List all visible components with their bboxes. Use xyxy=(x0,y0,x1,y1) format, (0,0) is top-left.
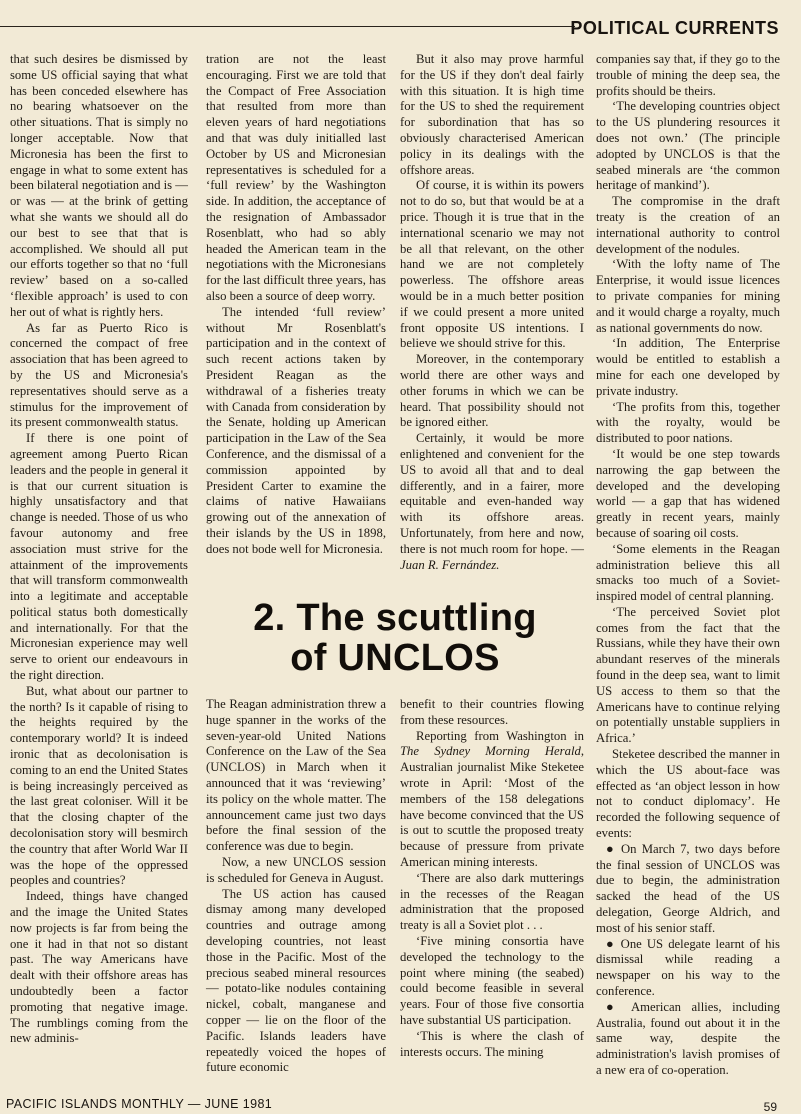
paragraph: Steketee described the manner in which the US about-face was effected as ‘an object lesson in how not to conduct diplomacy’. He recorded the following sequence of events: xyxy=(596,747,780,841)
headline-line-1: 2. The scuttling xyxy=(253,597,537,639)
paragraph: As far as Puerto Rico is concerned the compact of free association that has been agreed to by the US and Micronesia's representatives should serve as a stimulus for the improvement of its present commonwealth status. xyxy=(10,320,188,430)
paragraph: Moreover, in the contemporary world there are other ways and other forums in which we can be heard. That possibility should not be ignored either. xyxy=(400,352,584,430)
page-number: 59 xyxy=(763,1100,777,1114)
paragraph-text: Reporting from Washington in xyxy=(416,728,584,743)
paragraph: benefit to their countries flowing from these resources. xyxy=(400,697,584,727)
bullet-item: ● American allies, including Australia, found out about it in the same way, despite the administration's lavish promises of a new era of co-operation. xyxy=(596,999,780,1077)
article-headline xyxy=(215,598,575,678)
paragraph-text: , Australian journalist Mike Steketee wrote in April: ‘Most of the members of the 158 delegations have become convinced that the US is out to scuttle the proposed treaty because of pressure from private American mining interests. xyxy=(400,744,584,869)
column-3 xyxy=(400,52,584,573)
footer-publication: PACIFIC ISLANDS MONTHLY — JUNE 1981 xyxy=(6,1097,273,1111)
paragraph: ‘The profits from this, together with the royalty, would be distributed to poor nations. xyxy=(596,399,780,446)
paragraph: ‘In addition, The Enterprise would be entitled to establish a mine for each one developed by private industry. xyxy=(596,336,780,398)
column-4 xyxy=(596,52,780,1079)
bullet-item: ● One US delegate learnt of his dismissal while reading a newspaper on his way to the conference. xyxy=(596,936,780,999)
paragraph: ‘Five mining consortia have developed the technology to the point where mining (the seabed) could become feasible in several years. Four of those five consortia have substantial US participation. xyxy=(400,933,584,1027)
paragraph: tration are not the least encouraging. First we are told that the Compact of Free Association that resulted from more than eleven years of hard negotiations and that was duly initialled last October by US and Micronesian representatives is scheduled for a ‘full review’ by the Washington side. In addition, the acceptance of the resignation of Ambassador Rosenblatt, who had so ably headed the American team in the negotiations with the Micronesians for the last difficult three years, has also been a source of deep worry. xyxy=(206,52,386,303)
paragraph: ‘It would be one step towards narrowing the gap between the developed and the developing world — a gap that has widened greatly in recent years, mainly because of soaring oil costs. xyxy=(596,446,780,540)
paragraph: ‘With the lofty name of The Enterprise, it would issue licences to private companies for mining and it would charge a royalty, much as national governments do now. xyxy=(596,257,780,335)
paragraph: Indeed, things have changed and the image the United States now projects is far from being the one it had in that not so distant past. The way Americans have dealt with their offshore areas has undoubtedly been a factor promoting that negative image. The rumblings coming from the new adminis- xyxy=(10,889,188,1046)
paragraph: companies say that, if they go to the trouble of mining the deep sea, the profits should be theirs. xyxy=(596,52,780,98)
bullet-item: ● On March 7, two days before the final session of UNCLOS was due to begin, the administration sacked the head of the US delegation, George Aldrich, and most of his senior staff. xyxy=(596,841,780,935)
header-rule xyxy=(0,26,575,27)
paragraph: ‘This is where the clash of interests occurs. The mining xyxy=(400,1028,584,1059)
paragraph: ‘Some elements in the Reagan administration believe this all smacks too much of a Soviet-inspired model of central planning. xyxy=(596,541,780,604)
paragraph xyxy=(400,431,584,573)
headline-line-2: of UNCLOS xyxy=(290,637,500,679)
byline: Juan R. Fernández. xyxy=(400,557,500,572)
paragraph-text: Certainly, it would be more enlightened and convenient for the US to avoid all that and to deal differently, and in a fairer, more equitable and even-handed way with its offshore areas. Unfortunately, from here and now, there is not much room for hope. — xyxy=(400,431,584,556)
column-3-lower xyxy=(400,697,584,1060)
paragraph: ‘There are also dark mutterings in the recesses of the Reagan administration that the proposed treaty is all a Soviet plot . . . xyxy=(400,870,584,933)
paragraph: The US action has caused dismay among many developed countries and outrage among developing countries, not least those in the Pacific. Most of the precious seabed mineral resources — potato-like nodules containing nickel, cobalt, manganese and copper — lie on the floor of the Pacific. Islands leaders have repeatedly voiced the hopes of future economic xyxy=(206,886,386,1075)
paragraph: But, what about our partner to the north? Is it capable of rising to the heights required by the contemporary world? It is indeed ironic that as decolonisation is coming to an end the United States is being increasingly perceived as the last great coloniser. Will it be that the closing chapter of the decolonisation story will besmirch the country that after World War II was the hope of the oppressed peoples and countries? xyxy=(10,683,188,888)
paragraph: ‘The developing countries object to the US plundering resources it does not own.’ (The principle adopted by UNCLOS is that the seabed minerals are ‘the common heritage of mankind’). xyxy=(596,99,780,193)
paragraph: Of course, it is within its powers not to do so, but that would be at a price. Though it is true that in the international scenario we may not be all that relevant, on the other hand we are not completely powerless. The offshore areas would be in a much better position if we could present a more united front opposite US intentions. I believe we should strive for this. xyxy=(400,178,584,351)
column-2-lower xyxy=(206,697,386,1076)
newspaper-title: The Sydney Morning Herald xyxy=(400,744,581,759)
paragraph: But it also may prove harmful for the US if they don't deal fairly with this situation. It is high time for the US to shed the requirement for subordination that has so obviously characterised American policy in its dealings with the offshore areas. xyxy=(400,52,584,177)
paragraph xyxy=(400,729,584,871)
paragraph: ‘The perceived Soviet plot comes from the fact that the Russians, while they have their own abundant reserves of the minerals found in the deep sea, want to limit US access to them so that the Americans have to continue relying on potentially unstable suppliers in Africa.’ xyxy=(596,604,780,746)
paragraph: The compromise in the draft treaty is the creation of an international authority to control development of the nodules. xyxy=(596,194,780,256)
paragraph: If there is one point of agreement among Puerto Rican leaders and the people in general it is that our current situation is highly unsatisfactory and that change is needed. Those of us who favour autonomy and free association must strive for the attainment of the improvements that will transform commonwealth into a legitimate and acceptable political status both domestically and internationally. For that the Micronesian experience may well serve to orient our endeavours in the right direction. xyxy=(10,431,188,683)
paragraph: Now, a new UNCLOS session is scheduled for Geneva in August. xyxy=(206,854,386,885)
paragraph: The Reagan administration threw a huge spanner in the works of the seven-year-old United Nations Conference on the Law of the Sea (UNCLOS) in March when it announced that it was ‘reviewing’ its policy on the whole matter. The announcement came just two days before the final session of the conference was due to begin. xyxy=(206,697,386,854)
column-2 xyxy=(206,52,386,558)
section-title: POLITICAL CURRENTS xyxy=(570,18,779,38)
paragraph: that such desires be dismissed by some US official saying that what has been conceded elsewhere has no bearing whatsoever on the other situations. That is simply no longer acceptable. Now that Micronesia has been the first to engage in what to some extent has been bilateral negotiation and is — or was — at the brink of getting what she wants we should all do our best to see that that is accomplished. We should all put our efforts together so that no ‘full review’ based on a so-called ‘flexible approach’ is used to con her out of what is rightly hers. xyxy=(10,52,188,319)
paragraph: The intended ‘full review’ without Mr Rosenblatt's participation and in the context of such recent actions taken by President Reagan as the withdrawal of a fisheries treaty with Canada from consideration by the Senate, holding up American participation in the Law of the Sea Conference, and the dismissal of a commission appointed by President Carter to examine the claims of native Hawaiians growing out of the annexation of their islands by the US in 1898, does not bode well for Micronesia. xyxy=(206,304,386,556)
column-1 xyxy=(10,52,188,1047)
